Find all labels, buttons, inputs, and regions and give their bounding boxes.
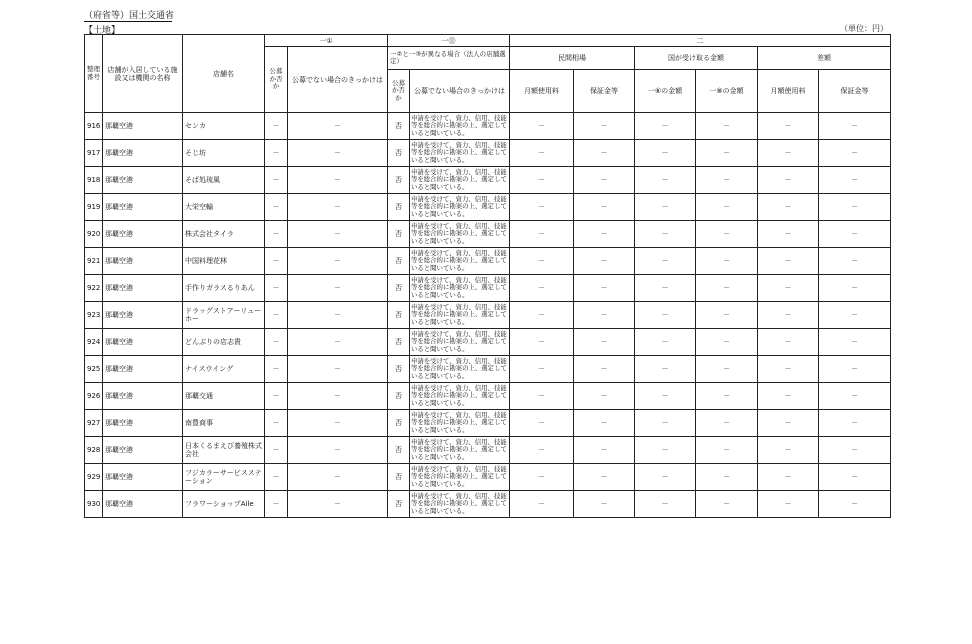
header-diff-deposit: 保証金等 <box>819 70 891 113</box>
row-amount-8: － <box>696 275 758 302</box>
row-public-offering-2: 否 <box>388 329 410 356</box>
header-group-11: 一⑪ <box>388 35 510 47</box>
row-store: フラワーショップAile <box>183 491 265 518</box>
row-diff-deposit: － <box>819 383 891 410</box>
row-store: 手作りガラスるりあん <box>183 275 265 302</box>
row-facility: 那覇空港 <box>103 302 183 329</box>
row-amount-8: － <box>696 167 758 194</box>
table-row <box>85 356 891 383</box>
row-public-offering-2: 否 <box>388 302 410 329</box>
row-public-offering: － <box>265 302 288 329</box>
row-amount-6: － <box>635 167 696 194</box>
row-non-public-reason: － <box>288 356 388 383</box>
row-diff-monthly-fee: － <box>758 113 819 140</box>
row-non-public-reason: － <box>288 194 388 221</box>
row-diff-deposit: － <box>819 329 891 356</box>
category-label: 【土地】 <box>84 26 121 36</box>
row-non-public-reason: － <box>288 275 388 302</box>
table-row <box>85 437 891 464</box>
row-public-offering: － <box>265 329 288 356</box>
row-selection-reason: 申請を受けて、資力、信用、技能等を総合的に勘案の上、選定していると聞いている。 <box>410 437 510 464</box>
row-selection-reason: 申請を受けて、資力、信用、技能等を総合的に勘案の上、選定していると聞いている。 <box>410 410 510 437</box>
row-amount-6: － <box>635 275 696 302</box>
row-private-deposit: － <box>574 383 635 410</box>
row-amount-8: － <box>696 140 758 167</box>
row-public-offering-2: 否 <box>388 221 410 248</box>
row-selection-reason: 申請を受けて、資力、信用、技能等を総合的に勘案の上、選定していると聞いている。 <box>410 356 510 383</box>
row-public-offering: － <box>265 491 288 518</box>
row-amount-6: － <box>635 464 696 491</box>
header-non-public-reason: 公募でない場合のきっかけは <box>288 47 388 113</box>
row-private-monthly-fee: － <box>510 383 574 410</box>
row-store: 南豊商事 <box>183 410 265 437</box>
header-store: 店舗名 <box>183 35 265 113</box>
row-non-public-reason: － <box>288 437 388 464</box>
row-public-offering-2: 否 <box>388 356 410 383</box>
row-private-deposit: － <box>574 221 635 248</box>
row-diff-deposit: － <box>819 275 891 302</box>
row-selection-reason: 申請を受けて、資力、信用、技能等を総合的に勘案の上、選定していると聞いている。 <box>410 221 510 248</box>
row-private-monthly-fee: － <box>510 140 574 167</box>
row-selection-reason: 申請を受けて、資力、信用、技能等を総合的に勘案の上、選定していると聞いている。 <box>410 194 510 221</box>
row-private-deposit: － <box>574 410 635 437</box>
row-public-offering: － <box>265 383 288 410</box>
row-private-deposit: － <box>574 167 635 194</box>
row-public-offering: － <box>265 140 288 167</box>
row-selection-reason: 申請を受けて、資力、信用、技能等を総合的に勘案の上、選定していると聞いている。 <box>410 167 510 194</box>
ministry-underline <box>84 21 172 22</box>
row-private-monthly-fee: － <box>510 113 574 140</box>
row-amount-8: － <box>696 248 758 275</box>
row-public-offering: － <box>265 275 288 302</box>
row-number: 922 <box>85 275 103 302</box>
row-non-public-reason: － <box>288 140 388 167</box>
row-selection-reason: 申請を受けて、資力、信用、技能等を総合的に勘案の上、選定していると聞いている。 <box>410 302 510 329</box>
row-diff-deposit: － <box>819 194 891 221</box>
row-selection-reason: 申請を受けて、資力、信用、技能等を総合的に勘案の上、選定していると聞いている。 <box>410 248 510 275</box>
row-diff-deposit: － <box>819 113 891 140</box>
row-private-monthly-fee: － <box>510 302 574 329</box>
row-number: 916 <box>85 113 103 140</box>
row-store: ナイスウイング <box>183 356 265 383</box>
row-diff-monthly-fee: － <box>758 302 819 329</box>
row-store: そば処琉風 <box>183 167 265 194</box>
row-public-offering-2: 否 <box>388 167 410 194</box>
row-private-monthly-fee: － <box>510 356 574 383</box>
row-diff-monthly-fee: － <box>758 194 819 221</box>
row-number: 921 <box>85 248 103 275</box>
table-row <box>85 167 891 194</box>
row-number: 930 <box>85 491 103 518</box>
row-diff-monthly-fee: － <box>758 410 819 437</box>
row-amount-8: － <box>696 464 758 491</box>
row-non-public-reason: － <box>288 329 388 356</box>
row-amount-8: － <box>696 329 758 356</box>
row-diff-deposit: － <box>819 140 891 167</box>
table-row <box>85 194 891 221</box>
row-diff-deposit: － <box>819 437 891 464</box>
row-public-offering: － <box>265 194 288 221</box>
row-facility: 那覇空港 <box>103 383 183 410</box>
row-public-offering-2: 否 <box>388 410 410 437</box>
row-facility: 那覇空港 <box>103 221 183 248</box>
row-store: センカ <box>183 113 265 140</box>
header-group-2: 二 <box>510 35 891 47</box>
table-row <box>85 221 891 248</box>
header-amount-6: 一⑥の金額 <box>635 70 696 113</box>
row-store: 中国料理花林 <box>183 248 265 275</box>
header-diff-case: 一②と一③が異なる場合（法人の店舗選定） <box>388 47 510 70</box>
row-diff-deposit: － <box>819 248 891 275</box>
row-non-public-reason: － <box>288 221 388 248</box>
row-private-deposit: － <box>574 275 635 302</box>
row-private-deposit: － <box>574 491 635 518</box>
row-facility: 那覇空港 <box>103 356 183 383</box>
ministry-label: （府省等）国土交通省 <box>84 11 175 21</box>
row-amount-8: － <box>696 221 758 248</box>
row-public-offering-2: 否 <box>388 491 410 518</box>
header-non-public-reason-2: 公募でない場合のきっかけは <box>410 70 510 113</box>
row-amount-6: － <box>635 329 696 356</box>
row-public-offering: － <box>265 437 288 464</box>
row-facility: 那覇空港 <box>103 275 183 302</box>
row-private-deposit: － <box>574 464 635 491</box>
row-non-public-reason: － <box>288 113 388 140</box>
row-non-public-reason: － <box>288 248 388 275</box>
row-amount-8: － <box>696 383 758 410</box>
row-number: 928 <box>85 437 103 464</box>
row-number: 929 <box>85 464 103 491</box>
row-amount-8: － <box>696 302 758 329</box>
row-private-deposit: － <box>574 194 635 221</box>
row-number: 925 <box>85 356 103 383</box>
row-diff-monthly-fee: － <box>758 167 819 194</box>
row-facility: 那覇空港 <box>103 437 183 464</box>
land-table <box>84 34 891 518</box>
table-row <box>85 275 891 302</box>
row-private-monthly-fee: － <box>510 221 574 248</box>
row-diff-deposit: － <box>819 221 891 248</box>
row-selection-reason: 申請を受けて、資力、信用、技能等を総合的に勘案の上、選定していると聞いている。 <box>410 275 510 302</box>
header-reg-no: 整理番号 <box>85 35 103 113</box>
header-group-1: 一① <box>265 35 388 47</box>
row-public-offering-2: 否 <box>388 140 410 167</box>
row-amount-6: － <box>635 113 696 140</box>
row-amount-8: － <box>696 410 758 437</box>
row-private-deposit: － <box>574 329 635 356</box>
row-number: 917 <box>85 140 103 167</box>
row-store: そじ坊 <box>183 140 265 167</box>
row-store: どんぶりの店志貴 <box>183 329 265 356</box>
row-public-offering: － <box>265 221 288 248</box>
row-private-monthly-fee: － <box>510 167 574 194</box>
header-amount-8: 一⑧の金額 <box>696 70 758 113</box>
row-non-public-reason: － <box>288 410 388 437</box>
row-amount-6: － <box>635 248 696 275</box>
row-amount-6: － <box>635 383 696 410</box>
header-deposit: 保証金等 <box>574 70 635 113</box>
row-amount-8: － <box>696 491 758 518</box>
row-amount-6: － <box>635 410 696 437</box>
row-amount-6: － <box>635 356 696 383</box>
row-public-offering: － <box>265 248 288 275</box>
row-diff-monthly-fee: － <box>758 437 819 464</box>
row-public-offering: － <box>265 464 288 491</box>
row-amount-6: － <box>635 437 696 464</box>
row-diff-monthly-fee: － <box>758 248 819 275</box>
row-public-offering-2: 否 <box>388 248 410 275</box>
row-diff-deposit: － <box>819 167 891 194</box>
row-diff-deposit: － <box>819 356 891 383</box>
row-diff-monthly-fee: － <box>758 464 819 491</box>
table-row <box>85 329 891 356</box>
header-difference: 差額 <box>758 47 891 70</box>
row-selection-reason: 申請を受けて、資力、信用、技能等を総合的に勘案の上、選定していると聞いている。 <box>410 113 510 140</box>
row-non-public-reason: － <box>288 491 388 518</box>
table-row <box>85 410 891 437</box>
row-diff-monthly-fee: － <box>758 356 819 383</box>
row-facility: 那覇空港 <box>103 140 183 167</box>
row-public-offering-2: 否 <box>388 113 410 140</box>
row-diff-monthly-fee: － <box>758 383 819 410</box>
row-amount-8: － <box>696 113 758 140</box>
row-diff-monthly-fee: － <box>758 329 819 356</box>
row-private-monthly-fee: － <box>510 491 574 518</box>
row-facility: 那覇空港 <box>103 410 183 437</box>
row-private-monthly-fee: － <box>510 464 574 491</box>
row-private-monthly-fee: － <box>510 194 574 221</box>
row-selection-reason: 申請を受けて、資力、信用、技能等を総合的に勘案の上、選定していると聞いている。 <box>410 464 510 491</box>
row-diff-monthly-fee: － <box>758 491 819 518</box>
row-facility: 那覇空港 <box>103 113 183 140</box>
row-amount-6: － <box>635 302 696 329</box>
table-row <box>85 302 891 329</box>
header-facility: 店舗が入居している施設又は機関の名称 <box>103 35 183 113</box>
row-non-public-reason: － <box>288 383 388 410</box>
row-selection-reason: 申請を受けて、資力、信用、技能等を総合的に勘案の上、選定していると聞いている。 <box>410 383 510 410</box>
row-diff-deposit: － <box>819 464 891 491</box>
row-non-public-reason: － <box>288 464 388 491</box>
table-row <box>85 113 891 140</box>
row-amount-8: － <box>696 356 758 383</box>
row-private-monthly-fee: － <box>510 248 574 275</box>
table-row <box>85 248 891 275</box>
row-store: 株式会社タイラ <box>183 221 265 248</box>
row-private-deposit: － <box>574 302 635 329</box>
row-public-offering: － <box>265 410 288 437</box>
row-private-monthly-fee: － <box>510 437 574 464</box>
row-facility: 那覇空港 <box>103 329 183 356</box>
row-amount-8: － <box>696 194 758 221</box>
header-diff-monthly-fee: 月額使用料 <box>758 70 819 113</box>
header-public-offering: 公募か否か <box>265 47 288 113</box>
row-non-public-reason: － <box>288 167 388 194</box>
row-private-deposit: － <box>574 113 635 140</box>
row-number: 926 <box>85 383 103 410</box>
row-public-offering-2: 否 <box>388 383 410 410</box>
row-public-offering: － <box>265 167 288 194</box>
row-diff-deposit: － <box>819 491 891 518</box>
row-store: フジカラーサービスステーション <box>183 464 265 491</box>
row-amount-6: － <box>635 221 696 248</box>
row-diff-monthly-fee: － <box>758 221 819 248</box>
row-private-deposit: － <box>574 437 635 464</box>
row-amount-6: － <box>635 140 696 167</box>
row-public-offering-2: 否 <box>388 275 410 302</box>
row-store: 日本くるまえび養殖株式会社 <box>183 437 265 464</box>
header-private: 民間相場 <box>510 47 635 70</box>
row-facility: 那覇空港 <box>103 194 183 221</box>
row-amount-6: － <box>635 194 696 221</box>
row-private-monthly-fee: － <box>510 329 574 356</box>
row-facility: 那覇空港 <box>103 248 183 275</box>
row-private-deposit: － <box>574 140 635 167</box>
row-amount-6: － <box>635 491 696 518</box>
table-row <box>85 383 891 410</box>
row-diff-deposit: － <box>819 302 891 329</box>
row-public-offering: － <box>265 113 288 140</box>
table-row <box>85 140 891 167</box>
row-amount-8: － <box>696 437 758 464</box>
row-selection-reason: 申請を受けて、資力、信用、技能等を総合的に勘案の上、選定していると聞いている。 <box>410 140 510 167</box>
row-diff-deposit: － <box>819 410 891 437</box>
row-public-offering-2: 否 <box>388 437 410 464</box>
row-number: 923 <box>85 302 103 329</box>
header-state-receives: 国が受け取る金額 <box>635 47 758 70</box>
row-facility: 那覇空港 <box>103 464 183 491</box>
row-private-deposit: － <box>574 356 635 383</box>
row-number: 924 <box>85 329 103 356</box>
row-store: 那覇交通 <box>183 383 265 410</box>
row-diff-monthly-fee: － <box>758 275 819 302</box>
row-store: 大栄空輸 <box>183 194 265 221</box>
row-diff-monthly-fee: － <box>758 140 819 167</box>
row-private-deposit: － <box>574 248 635 275</box>
row-number: 919 <box>85 194 103 221</box>
row-number: 927 <box>85 410 103 437</box>
row-public-offering-2: 否 <box>388 464 410 491</box>
row-number: 920 <box>85 221 103 248</box>
row-selection-reason: 申請を受けて、資力、信用、技能等を総合的に勘案の上、選定していると聞いている。 <box>410 329 510 356</box>
table-row <box>85 464 891 491</box>
unit-label: （単位：円） <box>840 24 888 33</box>
row-public-offering-2: 否 <box>388 194 410 221</box>
row-facility: 那覇空港 <box>103 491 183 518</box>
row-public-offering: － <box>265 356 288 383</box>
row-store: ドラッグストアーリューホー <box>183 302 265 329</box>
row-selection-reason: 申請を受けて、資力、信用、技能等を総合的に勘案の上、選定していると聞いている。 <box>410 491 510 518</box>
row-non-public-reason: － <box>288 302 388 329</box>
header-monthly-fee: 月額使用料 <box>510 70 574 113</box>
row-number: 918 <box>85 167 103 194</box>
row-facility: 那覇空港 <box>103 167 183 194</box>
row-private-monthly-fee: － <box>510 275 574 302</box>
header-public-offering-2: 公募か否か <box>388 70 410 113</box>
row-private-monthly-fee: － <box>510 410 574 437</box>
table-row <box>85 491 891 518</box>
